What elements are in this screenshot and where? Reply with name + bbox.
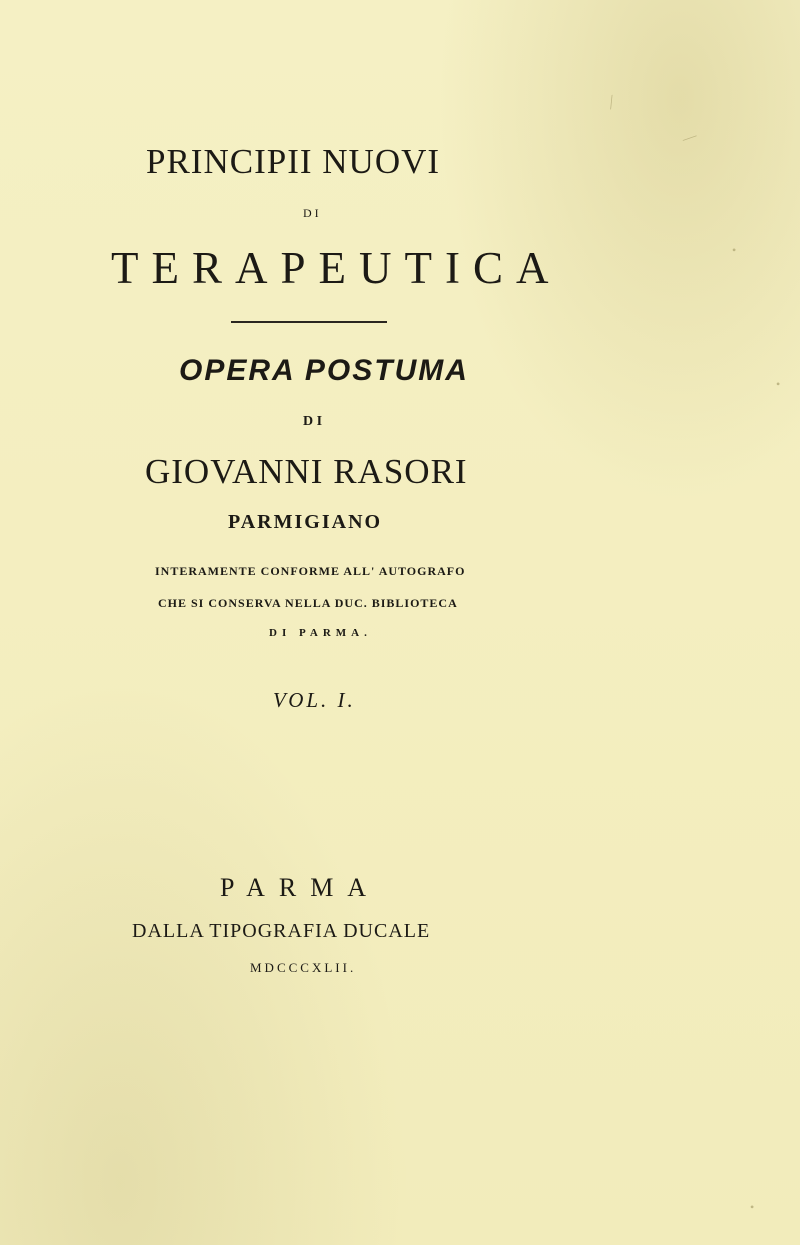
paper-stain-mark: • xyxy=(732,243,737,257)
main-title: PRINCIPII NUOVI xyxy=(146,142,441,181)
author-origin: PARMIGIANO xyxy=(228,511,383,533)
edition-note-line: CHE SI CONSERVA NELLA DUC. BIBLIOTECA xyxy=(158,596,458,610)
printer-name: DALLA TIPOGRAFIA DUCALE xyxy=(132,920,431,942)
title-connector: D I xyxy=(303,206,319,220)
edition-note-line: INTERAMENTE CONFORME ALL' AUTOGRAFO xyxy=(155,564,466,578)
paper-stain-mark: • xyxy=(750,1200,755,1214)
publication-date: MDCCCXLII. xyxy=(250,960,357,975)
subject-title: TERAPEUTICA xyxy=(111,243,562,293)
paper-stain-mark: ⁄ xyxy=(682,129,697,148)
paper-stain-mark: ⁄ xyxy=(604,92,618,112)
author-connector: D I xyxy=(303,414,323,429)
edition-note-line: DI PARMA. xyxy=(269,627,372,639)
publication-place: PARMA xyxy=(220,873,381,902)
title-divider-rule xyxy=(231,321,387,323)
paper-stain-mark: • xyxy=(776,377,781,391)
volume-label: VOL. I. xyxy=(273,688,356,712)
work-type: OPERA POSTUMA xyxy=(179,354,469,387)
author-name: GIOVANNI RASORI xyxy=(145,452,468,491)
